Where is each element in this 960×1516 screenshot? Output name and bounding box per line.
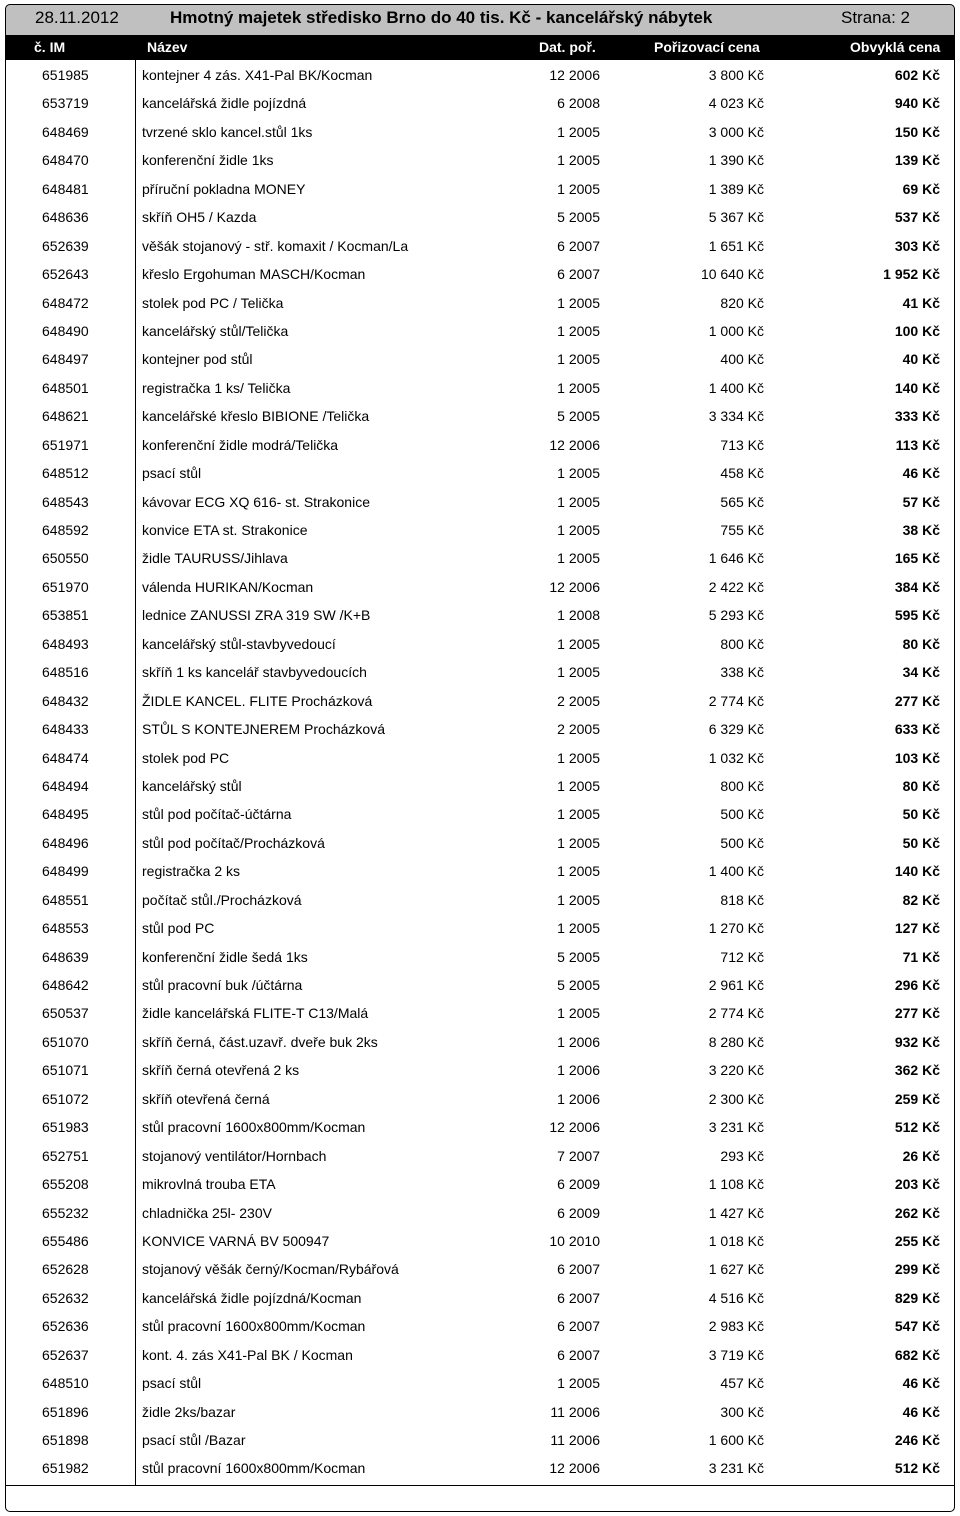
- usual-price: 246 Kč: [894, 1432, 940, 1448]
- usual-price: 333 Kč: [894, 408, 940, 425]
- asset-number: 648472: [42, 294, 89, 311]
- acquisition-date: 1 2005: [557, 635, 600, 652]
- usual-price: 277 Kč: [894, 692, 940, 709]
- acquisition-date: 5 2005: [557, 209, 600, 226]
- acquisition-date: 6 2008: [557, 95, 600, 112]
- acquisition-date: 11 2006: [550, 1403, 600, 1420]
- asset-number: 651898: [42, 1432, 89, 1448]
- acquisition-cost: 2 961 Kč: [708, 977, 764, 993]
- usual-price: 46 Kč: [902, 465, 940, 482]
- asset-name: válenda HURIKAN/Kocman: [142, 578, 314, 595]
- asset-name: STŮL S KONTEJNEREM Procházková: [142, 721, 385, 738]
- usual-price: 262 Kč: [894, 1204, 940, 1221]
- usual-price: 71 Kč: [902, 948, 940, 965]
- acquisition-date: 12 2006: [549, 1119, 600, 1136]
- asset-name: kancelářský stůl: [142, 777, 242, 794]
- asset-name: KONVICE VARNÁ BV 500947: [142, 1232, 330, 1249]
- acquisition-cost: 5 367 Kč: [708, 209, 764, 226]
- asset-number: 655486: [42, 1232, 89, 1249]
- asset-number: 648551: [42, 891, 89, 908]
- usual-price: 50 Kč: [902, 806, 940, 823]
- usual-price: 940 Kč: [894, 95, 940, 112]
- acquisition-cost: 6 329 Kč: [708, 721, 764, 738]
- column-header-name: Název: [147, 39, 188, 55]
- acquisition-date: 10 2010: [549, 1232, 600, 1249]
- asset-number: 648592: [42, 522, 89, 538]
- usual-price: 303 Kč: [894, 237, 940, 254]
- usual-price: 38 Kč: [902, 522, 940, 538]
- usual-price: 512 Kč: [894, 1119, 940, 1136]
- acquisition-cost: 1 018 Kč: [708, 1232, 764, 1249]
- acquisition-date: 6 2007: [557, 1346, 600, 1363]
- acquisition-cost: 2 300 Kč: [708, 1090, 764, 1107]
- usual-price: 50 Kč: [902, 834, 940, 851]
- acquisition-cost: 1 627 Kč: [708, 1261, 764, 1278]
- usual-price: 103 Kč: [894, 749, 940, 766]
- acquisition-cost: 3 719 Kč: [708, 1346, 764, 1363]
- asset-name: počítač stůl./Procházková: [142, 891, 302, 908]
- asset-name: psací stůl: [142, 465, 202, 482]
- asset-name: skříň 1 ks kancelář stavbyvedoucích: [142, 664, 367, 681]
- acquisition-cost: 293 Kč: [720, 1147, 764, 1164]
- acquisition-cost: 500 Kč: [720, 806, 764, 823]
- asset-number: 651070: [42, 1033, 89, 1050]
- usual-price: 362 Kč: [894, 1062, 940, 1079]
- usual-price: 203 Kč: [894, 1176, 940, 1193]
- asset-name: kávovar ECG XQ 616- st. Strakonice: [142, 493, 370, 510]
- asset-number: 648501: [42, 379, 89, 396]
- acquisition-cost: 1 651 Kč: [708, 237, 764, 254]
- asset-name: věšák stojanový - stř. komaxit / Kocman/La: [142, 237, 409, 254]
- asset-name: psací stůl /Bazar: [142, 1432, 246, 1448]
- acquisition-cost: 400 Kč: [720, 351, 764, 368]
- acquisition-cost: 10 640 Kč: [700, 266, 764, 283]
- usual-price: 259 Kč: [894, 1090, 940, 1107]
- acquisition-date: 6 2007: [557, 1318, 600, 1335]
- asset-name: kont. 4. zás X41-Pal BK / Kocman: [142, 1346, 353, 1363]
- column-header-date: Dat. poř.: [539, 39, 596, 55]
- acquisition-date: 1 2005: [557, 522, 600, 538]
- usual-price: 41 Kč: [902, 294, 940, 311]
- report-title: Hmotný majetek středisko Brno do 40 tis. Kč - kancelářský nábytek: [170, 8, 713, 27]
- acquisition-date: 1 2005: [557, 493, 600, 510]
- acquisition-cost: 3 800 Kč: [708, 67, 764, 83]
- acquisition-date: 12 2006: [549, 1460, 600, 1477]
- asset-name: židle kancelářská FLITE-T C13/Malá: [142, 1005, 369, 1022]
- asset-name: křeslo Ergohuman MASCH/Kocman: [142, 266, 366, 283]
- page-frame: [5, 4, 955, 1512]
- acquisition-date: 2 2005: [557, 692, 600, 709]
- asset-number: 648553: [42, 920, 89, 937]
- asset-number: 648642: [42, 977, 89, 993]
- asset-name: konferenční židle modrá/Telička: [142, 436, 339, 453]
- asset-number: 648474: [42, 749, 89, 766]
- acquisition-cost: 1 400 Kč: [708, 379, 764, 396]
- asset-name: kancelářský stůl-stavbyvedoucí: [142, 635, 336, 652]
- asset-number: 653851: [42, 607, 89, 624]
- acquisition-cost: 712 Kč: [720, 948, 764, 965]
- asset-name: stůl pracovní buk /účtárna: [142, 977, 303, 993]
- acquisition-cost: 818 Kč: [720, 891, 764, 908]
- usual-price: 296 Kč: [894, 977, 940, 993]
- acquisition-date: 1 2005: [557, 1375, 600, 1392]
- asset-number: 648636: [42, 209, 89, 226]
- usual-price: 255 Kč: [894, 1232, 940, 1249]
- asset-number: 652636: [42, 1318, 89, 1335]
- usual-price: 46 Kč: [902, 1375, 940, 1392]
- asset-name: stůl pracovní 1600x800mm/Kocman: [142, 1119, 366, 1136]
- asset-name: registračka 1 ks/ Telička: [142, 379, 291, 396]
- asset-number: 651982: [42, 1460, 89, 1477]
- acquisition-cost: 8 280 Kč: [708, 1033, 764, 1050]
- usual-price: 113 Kč: [895, 436, 940, 453]
- asset-number: 648432: [42, 692, 89, 709]
- acquisition-date: 1 2005: [557, 379, 600, 396]
- usual-price: 80 Kč: [902, 635, 940, 652]
- asset-number: 648490: [42, 322, 89, 339]
- acquisition-date: 1 2005: [557, 749, 600, 766]
- acquisition-cost: 338 Kč: [720, 664, 764, 681]
- asset-name: stůl pod PC: [142, 920, 215, 937]
- asset-number: 648543: [42, 493, 89, 510]
- asset-number: 652632: [42, 1289, 89, 1306]
- asset-name: psací stůl: [142, 1375, 202, 1392]
- column-header-cost: Pořizovací cena: [654, 39, 760, 55]
- acquisition-cost: 500 Kč: [720, 834, 764, 851]
- acquisition-date: 6 2007: [557, 266, 600, 283]
- acquisition-date: 1 2005: [557, 322, 600, 339]
- asset-number: 652628: [42, 1261, 89, 1278]
- asset-number: 648469: [42, 123, 89, 140]
- acquisition-cost: 713 Kč: [720, 436, 764, 453]
- acquisition-date: 1 2005: [557, 863, 600, 880]
- asset-name: kancelářské křeslo BIBIONE /Telička: [142, 408, 370, 425]
- acquisition-date: 6 2009: [557, 1176, 600, 1193]
- asset-number: 648493: [42, 635, 89, 652]
- usual-price: 150 Kč: [894, 123, 940, 140]
- column-header-usual-price: Obvyklá cena: [850, 39, 941, 55]
- asset-name: ŽIDLE KANCEL. FLITE Procházková: [142, 692, 373, 709]
- acquisition-cost: 2 774 Kč: [708, 1005, 764, 1022]
- acquisition-cost: 2 983 Kč: [708, 1318, 764, 1335]
- acquisition-cost: 5 293 Kč: [708, 607, 764, 624]
- usual-price: 34 Kč: [902, 664, 940, 681]
- asset-number: 650537: [42, 1005, 89, 1022]
- acquisition-date: 12 2006: [549, 578, 600, 595]
- usual-price: 602 Kč: [894, 67, 940, 83]
- acquisition-cost: 800 Kč: [720, 777, 764, 794]
- asset-name: skříň černá, část.uzavř. dveře buk 2ks: [142, 1033, 378, 1050]
- asset-number: 652751: [42, 1147, 89, 1164]
- acquisition-cost: 3 000 Kč: [708, 123, 764, 140]
- acquisition-date: 12 2006: [549, 436, 600, 453]
- asset-name: konferenční židle 1ks: [142, 152, 274, 169]
- asset-name: židle TAURUSS/Jihlava: [142, 550, 288, 567]
- usual-price: 57 Kč: [902, 493, 940, 510]
- usual-price: 299 Kč: [894, 1261, 940, 1278]
- acquisition-cost: 3 231 Kč: [708, 1460, 764, 1477]
- acquisition-cost: 1 400 Kč: [708, 863, 764, 880]
- asset-number: 648494: [42, 777, 89, 794]
- asset-number: 648470: [42, 152, 89, 169]
- acquisition-cost: 755 Kč: [720, 522, 764, 538]
- usual-price: 595 Kč: [894, 607, 940, 624]
- asset-name: příruční pokladna MONEY: [142, 180, 306, 197]
- asset-number: 655208: [42, 1176, 89, 1193]
- usual-price: 682 Kč: [894, 1346, 940, 1363]
- acquisition-date: 2 2005: [557, 721, 600, 738]
- acquisition-cost: 820 Kč: [720, 294, 764, 311]
- asset-name: registračka 2 ks: [142, 863, 241, 880]
- acquisition-date: 1 2005: [557, 550, 600, 567]
- usual-price: 932 Kč: [894, 1033, 940, 1050]
- acquisition-cost: 1 389 Kč: [708, 180, 764, 197]
- acquisition-date: 6 2007: [557, 237, 600, 254]
- asset-name: skříň OH5 / Kazda: [142, 209, 257, 226]
- acquisition-cost: 300 Kč: [720, 1403, 764, 1420]
- asset-name: kontejner pod stůl: [142, 351, 253, 368]
- asset-number: 648499: [42, 863, 89, 880]
- asset-number: 651983: [42, 1119, 89, 1136]
- asset-number: 648433: [42, 721, 89, 738]
- acquisition-date: 1 2005: [557, 834, 600, 851]
- acquisition-date: 1 2005: [557, 891, 600, 908]
- asset-name: stolek pod PC: [142, 749, 230, 766]
- asset-name: stolek pod PC / Telička: [142, 294, 284, 311]
- acquisition-cost: 1 270 Kč: [708, 920, 764, 937]
- acquisition-date: 1 2005: [557, 123, 600, 140]
- acquisition-cost: 3 220 Kč: [708, 1062, 764, 1079]
- asset-name: stůl pracovní 1600x800mm/Kocman: [142, 1460, 366, 1477]
- usual-price: 127 Kč: [894, 920, 940, 937]
- asset-name: lednice ZANUSSI ZRA 319 SW /K+B: [142, 607, 371, 624]
- usual-price: 633 Kč: [894, 721, 940, 738]
- asset-number: 651072: [42, 1090, 89, 1107]
- asset-number: 651896: [42, 1403, 89, 1420]
- asset-number: 648481: [42, 180, 89, 197]
- acquisition-cost: 3 334 Kč: [708, 408, 764, 425]
- column-header-im: č. IM: [34, 39, 66, 55]
- acquisition-date: 1 2005: [557, 664, 600, 681]
- asset-number: 648516: [42, 664, 89, 681]
- acquisition-cost: 1 032 Kč: [708, 749, 764, 766]
- usual-price: 1 952 Kč: [883, 266, 940, 283]
- acquisition-date: 1 2006: [557, 1090, 600, 1107]
- asset-number: 652637: [42, 1346, 89, 1363]
- acquisition-date: 1 2005: [557, 920, 600, 937]
- asset-number: 648512: [42, 465, 89, 482]
- acquisition-cost: 1 600 Kč: [708, 1432, 764, 1448]
- asset-number: 648621: [42, 408, 89, 425]
- asset-name: stojanový věšák černý/Kocman/Rybářová: [142, 1261, 399, 1278]
- asset-number: 648497: [42, 351, 89, 368]
- usual-price: 26 Kč: [902, 1147, 940, 1164]
- acquisition-date: 5 2005: [557, 977, 600, 993]
- acquisition-date: 1 2005: [557, 1005, 600, 1022]
- acquisition-date: 1 2005: [557, 152, 600, 169]
- asset-name: skříň otevřená černá: [142, 1090, 270, 1107]
- usual-price: 69 Kč: [902, 180, 940, 197]
- acquisition-date: 5 2005: [557, 408, 600, 425]
- asset-number: 651971: [42, 436, 89, 453]
- acquisition-date: 1 2008: [557, 607, 600, 624]
- acquisition-date: 12 2006: [549, 67, 600, 83]
- usual-price: 537 Kč: [894, 209, 940, 226]
- acquisition-date: 1 2005: [557, 294, 600, 311]
- usual-price: 139 Kč: [894, 152, 940, 169]
- acquisition-cost: 565 Kč: [720, 493, 764, 510]
- acquisition-date: 7 2007: [557, 1147, 600, 1164]
- acquisition-date: 5 2005: [557, 948, 600, 965]
- acquisition-date: 1 2005: [557, 465, 600, 482]
- asset-number: 653719: [42, 95, 89, 112]
- acquisition-cost: 4 516 Kč: [708, 1289, 764, 1306]
- asset-name: konferenční židle šedá 1ks: [142, 948, 308, 965]
- asset-number: 648510: [42, 1375, 89, 1392]
- acquisition-date: 1 2005: [557, 806, 600, 823]
- asset-name: stojanový ventilátor/Hornbach: [142, 1147, 327, 1164]
- acquisition-cost: 1 000 Kč: [708, 322, 764, 339]
- acquisition-date: 1 2005: [557, 180, 600, 197]
- usual-price: 829 Kč: [894, 1289, 940, 1306]
- asset-number: 651970: [42, 578, 89, 595]
- asset-number: 648639: [42, 948, 89, 965]
- usual-price: 46 Kč: [902, 1403, 940, 1420]
- asset-name: chladnička 25l- 230V: [142, 1204, 272, 1221]
- acquisition-cost: 800 Kč: [720, 635, 764, 652]
- asset-number: 651071: [42, 1062, 89, 1079]
- usual-price: 165 Kč: [894, 550, 940, 567]
- asset-number: 651985: [42, 67, 89, 83]
- asset-name: stůl pracovní 1600x800mm/Kocman: [142, 1318, 366, 1335]
- asset-number: 652643: [42, 266, 89, 283]
- acquisition-cost: 4 023 Kč: [708, 95, 764, 112]
- acquisition-cost: 1 390 Kč: [708, 152, 764, 169]
- asset-name: mikrovlná trouba ETA: [142, 1176, 276, 1193]
- asset-number: 648496: [42, 834, 89, 851]
- asset-number: 655232: [42, 1204, 89, 1221]
- asset-name: židle 2ks/bazar: [142, 1403, 236, 1420]
- asset-number: 648495: [42, 806, 89, 823]
- acquisition-date: 1 2006: [557, 1062, 600, 1079]
- usual-price: 277 Kč: [894, 1005, 940, 1022]
- asset-name: kancelářský stůl/Telička: [142, 322, 289, 339]
- acquisition-cost: 1 646 Kč: [708, 550, 764, 567]
- usual-price: 384 Kč: [894, 578, 940, 595]
- acquisition-cost: 2 774 Kč: [708, 692, 764, 709]
- asset-name: kancelářská židle pojízdná/Kocman: [142, 1289, 362, 1306]
- acquisition-cost: 1 108 Kč: [708, 1176, 764, 1193]
- usual-price: 140 Kč: [894, 379, 940, 396]
- asset-name: kontejner 4 zás. X41-Pal BK/Kocman: [142, 67, 373, 83]
- usual-price: 100 Kč: [894, 322, 940, 339]
- asset-name: kancelářská židle pojízdná: [142, 95, 307, 112]
- asset-name: skříň černá otevřená 2 ks: [142, 1062, 300, 1079]
- acquisition-date: 1 2005: [557, 351, 600, 368]
- acquisition-date: 6 2007: [557, 1289, 600, 1306]
- usual-price: 140 Kč: [894, 863, 940, 880]
- acquisition-date: 1 2006: [557, 1033, 600, 1050]
- asset-number: 650550: [42, 550, 89, 567]
- acquisition-date: 1 2005: [557, 777, 600, 794]
- asset-name: stůl pod počítač-účtárna: [142, 806, 292, 823]
- usual-price: 512 Kč: [894, 1460, 940, 1477]
- acquisition-cost: 3 231 Kč: [708, 1119, 764, 1136]
- acquisition-cost: 458 Kč: [720, 465, 764, 482]
- acquisition-date: 11 2006: [550, 1432, 600, 1448]
- report-date: 28.11.2012: [35, 8, 119, 27]
- page-number: Strana: 2: [841, 8, 910, 27]
- asset-name: stůl pod počítač/Procházková: [142, 834, 325, 851]
- usual-price: 80 Kč: [902, 777, 940, 794]
- asset-number: 652639: [42, 237, 89, 254]
- usual-price: 82 Kč: [902, 891, 940, 908]
- asset-name: tvrzené sklo kancel.stůl 1ks: [142, 123, 313, 140]
- usual-price: 40 Kč: [902, 351, 940, 368]
- acquisition-date: 6 2009: [557, 1204, 600, 1221]
- asset-name: konvice ETA st. Strakonice: [142, 522, 308, 538]
- acquisition-cost: 457 Kč: [720, 1375, 764, 1392]
- usual-price: 547 Kč: [894, 1318, 940, 1335]
- acquisition-cost: 1 427 Kč: [708, 1204, 764, 1221]
- acquisition-cost: 2 422 Kč: [708, 578, 764, 595]
- acquisition-date: 6 2007: [557, 1261, 600, 1278]
